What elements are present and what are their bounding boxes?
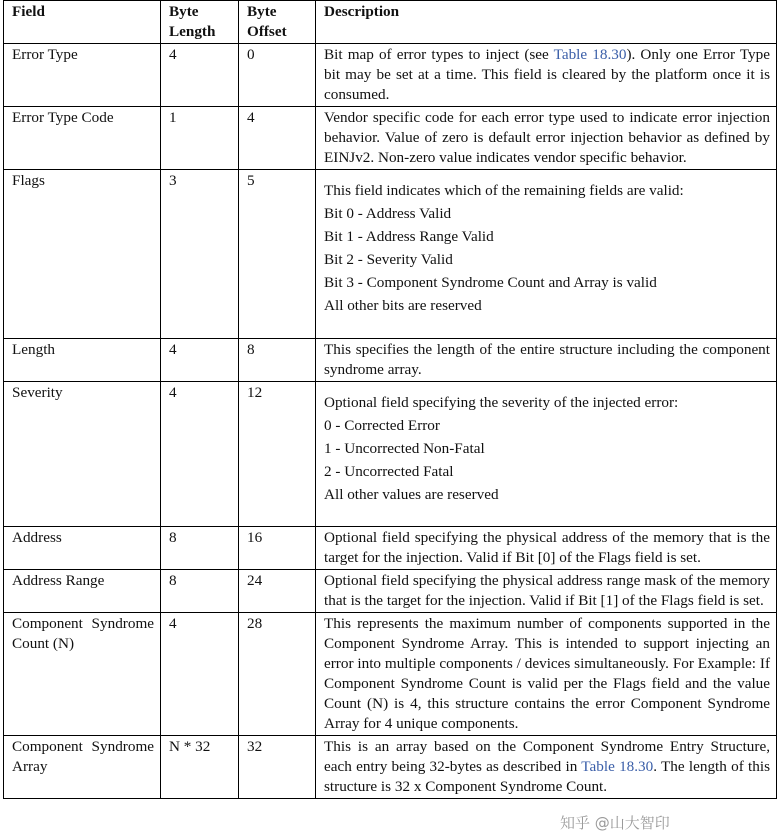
cell-field: Severity xyxy=(4,382,161,527)
header-byte-offset: Byte Offset xyxy=(239,1,316,44)
cell-field: Error Type xyxy=(4,44,161,107)
cell-description: Vendor specific code for each error type used to indicate error injection behavior. Value of zero is default error injection behavior as defined by EINJv2. Non-zero value indicates vendor specific behavior. xyxy=(316,107,777,170)
cell-offset: 4 xyxy=(239,107,316,170)
list-item: Bit 1 - Address Range Valid xyxy=(324,228,494,245)
watermark: 知乎 @山大智印 xyxy=(560,814,670,832)
cell-length: 1 xyxy=(161,107,239,170)
list-item: Bit 0 - Address Valid xyxy=(324,205,452,222)
cell-description: Optional field specifying the physical address of the memory that is the target for the injection. Valid if Bit [0] of the Flags field is set. xyxy=(316,527,777,570)
cell-field: Error Type Code xyxy=(4,107,161,170)
cell-description: Optional field specifying the physical address range mask of the memory that is the target for the injection. Valid if Bit [1] of the Flags field is set. xyxy=(316,570,777,613)
table-row-address xyxy=(4,527,777,570)
cell-length: 4 xyxy=(161,382,239,527)
table-row-error-type xyxy=(4,44,777,107)
list-item: All other values are reserved xyxy=(324,486,499,503)
table-row-error-type-code xyxy=(4,107,777,170)
severity-value-list xyxy=(324,391,770,506)
cell-field: Component Syndrome Count (N) xyxy=(4,613,161,736)
desc-text: This is an array based on the Component Syndrome Entry Structure, each entry being 32-bytes as described in xyxy=(324,738,770,775)
cell-description: This represents the maximum number of components supported in the Component Syndrome Array. This is intended to support injecting an error into multiple components / devices simultaneously. For Example: If Component Syndrome Count is valid per the Flags field and the value Count (N) is 4, this structure contains the error Component Syndrome Array for 4 unique components. xyxy=(316,613,777,736)
list-item: 2 - Uncorrected Fatal xyxy=(324,463,454,480)
table-row-length xyxy=(4,339,777,382)
desc-text: . The length of this structure is 32 x Component Syndrome Count. xyxy=(324,758,770,795)
cell-field: Length xyxy=(4,339,161,382)
table-row-component-syndrome-array xyxy=(4,736,777,799)
cell-offset: 16 xyxy=(239,527,316,570)
cell-length: N * 32 xyxy=(161,736,239,799)
list-intro: This field indicates which of the remaining fields are valid: xyxy=(324,182,684,199)
cell-offset: 5 xyxy=(239,170,316,339)
einj-structure-table xyxy=(3,0,777,799)
cell-description: This specifies the length of the entire structure including the component syndrome array. xyxy=(316,339,777,382)
list-item: Bit 3 - Component Syndrome Count and Array is valid xyxy=(324,274,657,291)
desc-text: Bit map of error types to inject (see xyxy=(324,46,554,63)
desc-text: ). Only one Error Type bit may be set at a time. This field is cleared by the platform once it is consumed. xyxy=(324,46,770,103)
table-row-component-syndrome-count xyxy=(4,613,777,736)
header-row xyxy=(4,1,777,44)
cell-offset: 24 xyxy=(239,570,316,613)
cell-offset: 32 xyxy=(239,736,316,799)
cell-offset: 28 xyxy=(239,613,316,736)
cell-length: 4 xyxy=(161,613,239,736)
header-field: Field xyxy=(4,1,161,44)
table-row-address-range xyxy=(4,570,777,613)
cell-description xyxy=(316,382,777,527)
cell-length: 8 xyxy=(161,527,239,570)
cell-description xyxy=(316,736,777,799)
document-page xyxy=(3,0,776,799)
cell-length: 8 xyxy=(161,570,239,613)
cell-offset: 0 xyxy=(239,44,316,107)
cell-length: 4 xyxy=(161,339,239,382)
list-intro: Optional field specifying the severity of the injected error: xyxy=(324,394,679,411)
table-reference-link[interactable]: Table 18.30 xyxy=(581,758,654,775)
table-row-severity xyxy=(4,382,777,527)
cell-offset: 8 xyxy=(239,339,316,382)
table-header xyxy=(4,1,777,44)
cell-field: Component Syndrome Array xyxy=(4,736,161,799)
cell-field: Flags xyxy=(4,170,161,339)
cell-length: 4 xyxy=(161,44,239,107)
list-item: 1 - Uncorrected Non-Fatal xyxy=(324,440,485,457)
list-item: All other bits are reserved xyxy=(324,297,482,314)
header-description: Description xyxy=(316,1,777,44)
cell-field: Address Range xyxy=(4,570,161,613)
table-row-flags xyxy=(4,170,777,339)
cell-field: Address xyxy=(4,527,161,570)
cell-description xyxy=(316,170,777,339)
table-reference-link[interactable]: Table 18.30 xyxy=(553,46,627,63)
list-item: Bit 2 - Severity Valid xyxy=(324,251,453,268)
cell-description xyxy=(316,44,777,107)
header-byte-length: Byte Length xyxy=(161,1,239,44)
cell-offset: 12 xyxy=(239,382,316,527)
cell-length: 3 xyxy=(161,170,239,339)
list-item: 0 - Corrected Error xyxy=(324,417,440,434)
flags-bit-list xyxy=(324,179,770,317)
